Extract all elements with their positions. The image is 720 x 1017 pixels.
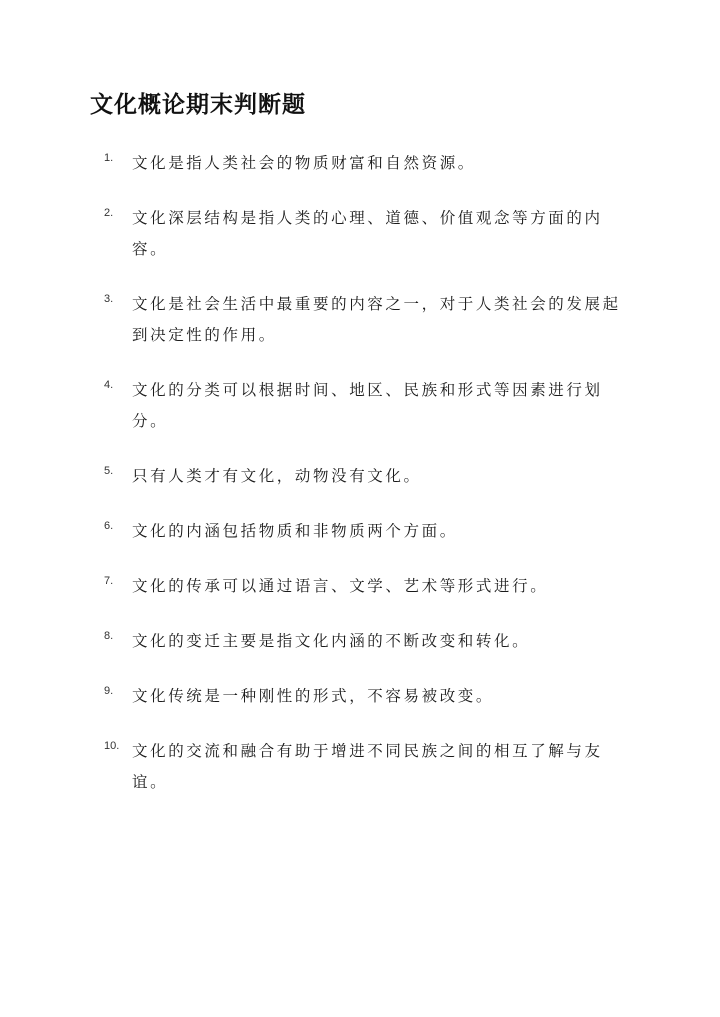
question-item-9 (104, 681, 624, 712)
question-number: 5. (104, 465, 114, 477)
question-item-10 (104, 736, 624, 798)
question-number: 3. (104, 293, 114, 305)
question-text: 文化的分类可以根据时间、地区、民族和形式等因素进行划分。 (132, 381, 603, 430)
question-item-5 (104, 461, 624, 492)
question-text: 文化深层结构是指人类的心理、道德、价值观念等方面的内容。 (132, 209, 603, 258)
question-item-8 (104, 626, 624, 657)
question-item-4 (104, 375, 624, 437)
question-number: 1. (104, 152, 114, 164)
question-number: 9. (104, 685, 114, 697)
question-text: 文化是社会生活中最重要的内容之一，对于人类社会的发展起到决定性的作用。 (132, 295, 621, 344)
question-text: 文化的传承可以通过语言、文学、艺术等形式进行。 (132, 577, 549, 595)
question-item-1 (104, 148, 624, 179)
question-text: 只有人类才有文化，动物没有文化。 (132, 467, 422, 485)
question-text: 文化的内涵包括物质和非物质两个方面。 (132, 522, 458, 540)
question-item-2 (104, 203, 624, 265)
question-list (104, 148, 624, 822)
question-text: 文化的变迁主要是指文化内涵的不断改变和转化。 (132, 632, 531, 650)
question-item-7 (104, 571, 624, 602)
question-number: 4. (104, 379, 114, 391)
question-item-3 (104, 289, 624, 351)
question-number: 10. (104, 740, 120, 752)
page-title: 文化概论期末判断题 (90, 91, 306, 118)
question-number: 8. (104, 630, 114, 642)
question-text: 文化的交流和融合有助于增进不同民族之间的相互了解与友谊。 (132, 742, 603, 791)
question-number: 7. (104, 575, 114, 587)
question-text: 文化是指人类社会的物质财富和自然资源。 (132, 154, 476, 172)
question-number: 2. (104, 207, 114, 219)
question-item-6 (104, 516, 624, 547)
question-number: 6. (104, 520, 114, 532)
question-text: 文化传统是一种刚性的形式，不容易被改变。 (132, 687, 495, 705)
